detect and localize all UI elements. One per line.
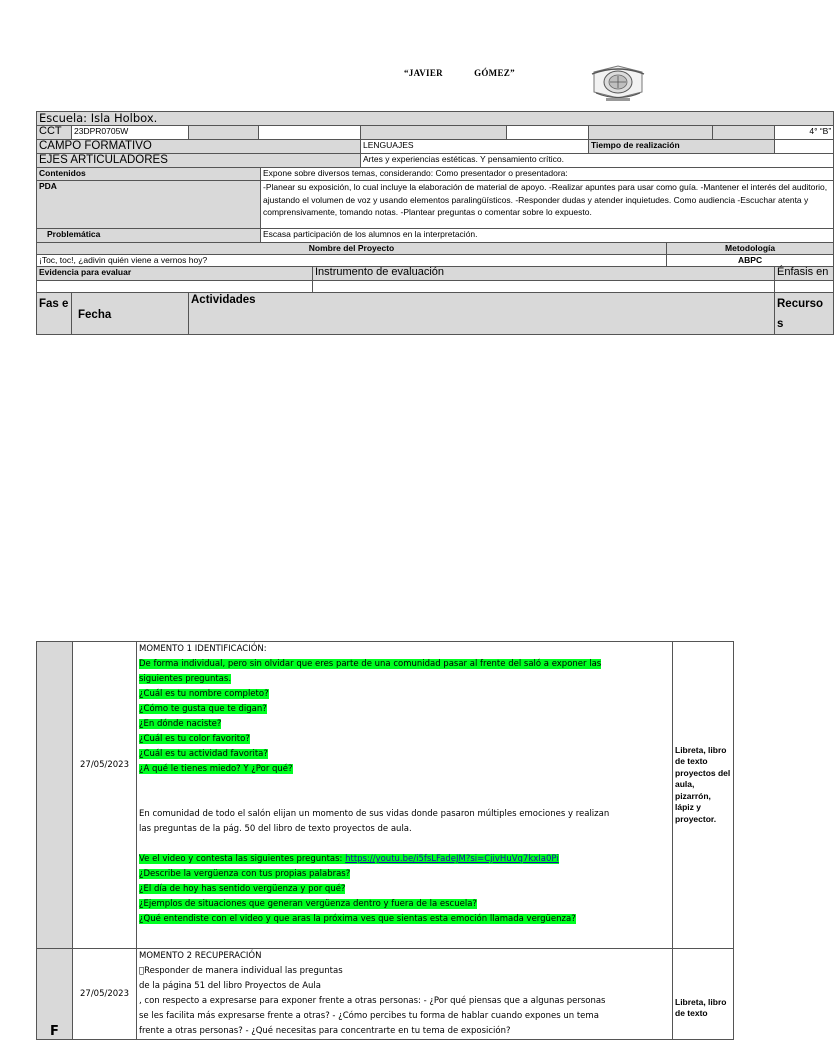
intro-line-1: De forma individual, pero sin olvidar que eres parte de una comunidad pasar al frente del saló a exponer las (139, 659, 602, 669)
grade-value: 4° “B” (775, 126, 834, 140)
blank-cell (589, 126, 713, 140)
video-link[interactable]: https://youtu.be/i5fsLFadeJM?si=CjivHuVq7kxIa0Pi (345, 854, 559, 864)
question-item: ¿A qué le tienes miedo? Y ¿Por qué? (139, 764, 293, 774)
blank-cell (259, 126, 361, 140)
col-actividades-header (189, 293, 775, 335)
nombre-proyecto-value: ¡Toc, toc!, ¿adivin quién viene a vernos hoy? (37, 255, 667, 267)
col-fase-header: Fas e (37, 293, 72, 335)
question-item: ¿Cuál es tu color favorito? (139, 734, 250, 744)
activities-table (36, 641, 734, 1040)
blank-cell (189, 126, 259, 140)
blank-cell (713, 126, 775, 140)
momento-1-title: MOMENTO 1 IDENTIFICACIÓN: (139, 644, 267, 654)
activities-cell (137, 949, 673, 1040)
comunidad-line-2: las preguntas de la pág. 50 del libro de texto proyectos de aula. (139, 824, 412, 834)
enfasis-label: Énfasis en (775, 267, 834, 281)
question-item: ¿En dónde naciste? (139, 719, 222, 729)
momento-2-line: de la página 51 del libro Proyectos de Aula (139, 981, 321, 991)
title-last-name: GÓMEZ” (474, 68, 515, 78)
evidencia-label: Evidencia para evaluar (37, 267, 313, 281)
fase-cell (37, 642, 73, 949)
momento-2-line: Responder de manera individual las preguntas (139, 966, 338, 976)
ejes-articuladores-label: EJES ARTICULADORES (37, 154, 361, 168)
video-question: ¿Qué entendiste con el video y que aras la próxima ves que sientas esta emoción llamada vergüenza? (139, 914, 576, 924)
instrumento-value (313, 281, 775, 293)
tiempo-realizacion-value (775, 140, 834, 154)
blank-cell (361, 126, 507, 140)
cct-label: CCT (37, 126, 72, 140)
metodologia-value: ABPC (667, 255, 834, 267)
lesson-plan-header-table (36, 111, 834, 335)
question-item: ¿Cuál es tu actividad favorita? (139, 749, 268, 759)
activities-cell (137, 642, 673, 949)
document-title (404, 68, 515, 78)
question-item: ¿Cuál es tu nombre completo? (139, 689, 269, 699)
tiempo-realizacion-label: Tiempo de realización (589, 140, 775, 154)
campo-formativo-label: CAMPO FORMATIVO (37, 140, 361, 154)
momento-2-line: se les facilita más expresarse frente a otras? - ¿Cómo percibes tu forma de hablar cuando expones un tema (139, 1011, 599, 1021)
ejes-articuladores-value: Artes y experiencias estéticas. Y pensamiento crítico. (361, 154, 834, 168)
contenidos-label: Contenidos (37, 168, 261, 181)
nombre-proyecto-label: Nombre del Proyecto (37, 243, 667, 255)
col-fecha-header: Fecha (78, 309, 112, 321)
fase-mark: F (37, 949, 73, 1040)
comunidad-line-1: En comunidad de todo el salón elijan un momento de sus vidas donde pasaron múltiples emociones y realizan (139, 809, 610, 819)
evidencia-value (37, 281, 313, 293)
col-recursos-header: Recurso s (775, 293, 834, 335)
problematica-value: Escasa participación de los alumnos en la interpretación. (261, 229, 834, 243)
intro-line-2: siguientes preguntas. (139, 674, 232, 684)
momento-2-line: frente a otras personas? - ¿Qué necesitas para concentrarte en tu tema de exposición? (139, 1026, 511, 1036)
video-question: ¿Ejemplos de situaciones que generan vergüenza dentro y fuera de la escuela? (139, 899, 477, 909)
metodologia-label: Metodología (667, 243, 834, 255)
title-first-name: “JAVIER (404, 68, 443, 78)
enfasis-value (775, 281, 834, 293)
video-instruction: Ve el video y contesta las siguientes preguntas: (139, 854, 346, 864)
fecha-cell: 27/05/2023 (73, 642, 137, 949)
video-question: ¿El día de hoy has sentido vergüenza y por qué? (139, 884, 346, 894)
question-item: ¿Cómo te gusta que te digan? (139, 704, 267, 714)
blank-cell (507, 126, 589, 140)
contenidos-value: Expone sobre diversos temas, considerando: Como presentador o presentadora: (261, 168, 834, 181)
col-actividades-label: Actividades (191, 294, 256, 306)
escuela-label: Escuela: Isla Holbox. (37, 112, 834, 126)
momento-2-line: , con respecto a expresarse para exponer frente a otras personas: - ¿Por qué piensas que a algunas personas (139, 996, 606, 1006)
fecha-cell: 27/05/2023 (73, 949, 137, 1040)
recursos-cell: Libreta, libro de texto proyectos del aula, pizarrón, lápiz y proyector. (673, 642, 734, 949)
cct-value: 23DPR0705W (72, 126, 189, 140)
instrumento-label: Instrumento de evaluación (313, 267, 775, 281)
campo-formativo-value: LENGUAJES (361, 140, 589, 154)
video-question: ¿Describe la vergüenza con tus propias palabras? (139, 869, 351, 879)
problematica-label: Problemática (37, 229, 261, 243)
pda-label: PDA (37, 181, 261, 229)
school-logo-icon (588, 62, 648, 104)
momento-2-title: MOMENTO 2 RECUPERACIÓN (139, 951, 262, 961)
pda-value: -Planear su exposición, lo cual incluye la elaboración de material de apoyo. -Realizar apuntes para usar como guía. -Mantener el interés del auditorio, ajustando el volumen de voz y usando elementos paralingüísticos. -Responder dudas y atender inquietudes. Como audiencia -Escuchar atenta y comprensivamente, tomando notas. -Plantear preguntas o comentar sobre lo expuesto. (261, 181, 834, 229)
recursos-cell: Libreta, libro de texto (673, 949, 734, 1040)
